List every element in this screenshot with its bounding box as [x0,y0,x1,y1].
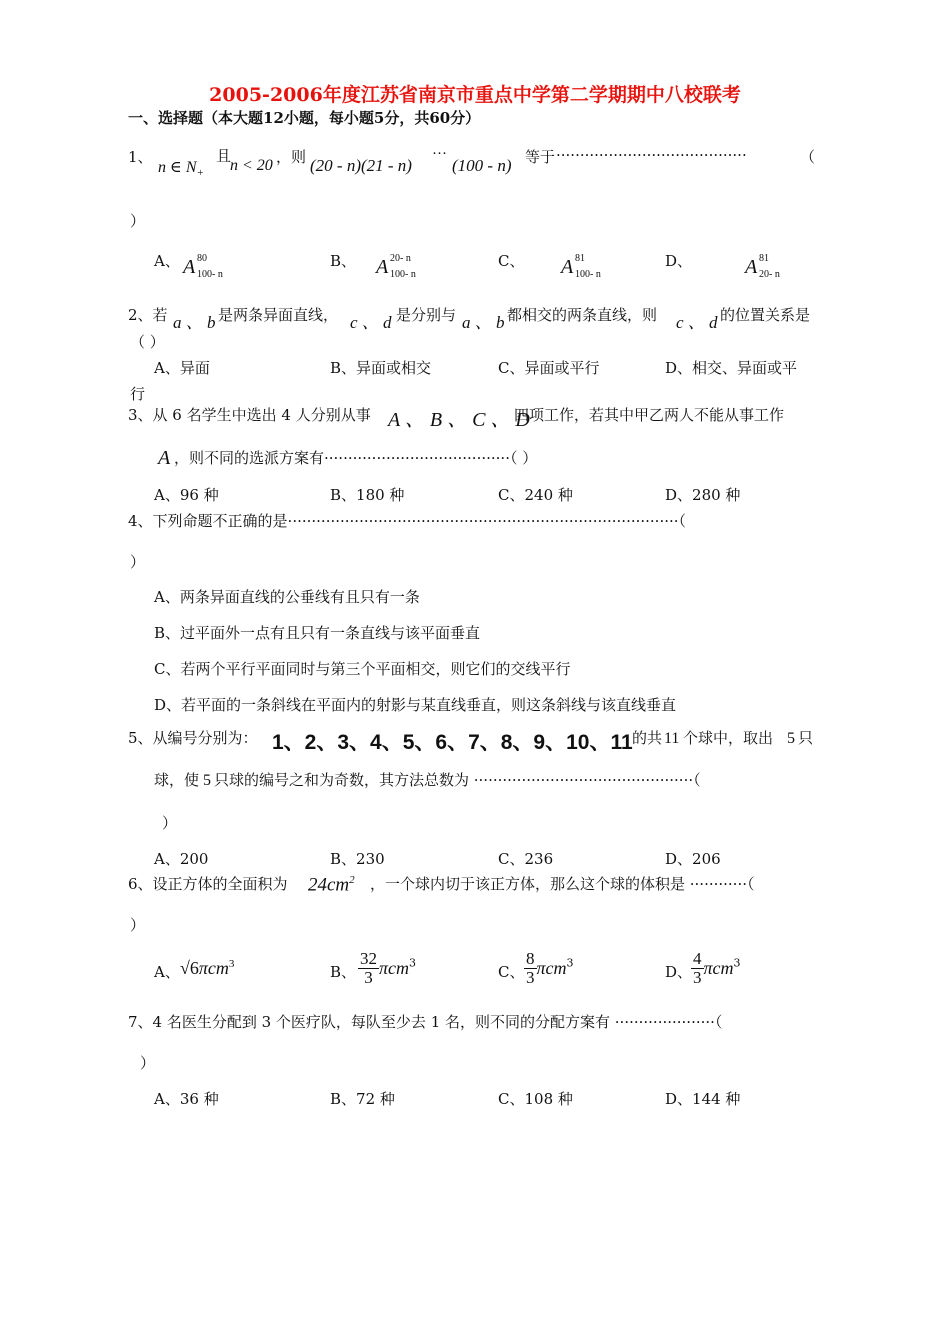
number-5: 5 [787,730,795,747]
option-c-expr: $\frac{8}{3}$ πcm$^3$ [526,949,574,987]
option-d-expr: A 81 20- n [745,253,780,280]
option-a: A、异面 [154,359,210,377]
option-c: C、异面或平行 [498,359,600,377]
question-stem-text: 的共 [632,729,663,747]
option-a-expr: A 80 100- n [183,253,223,280]
option-b: B、过平面外一点有且只有一条直线与该平面垂直 [154,624,481,642]
option-d: D、280 种 [665,486,741,504]
option-a: A、36 种 [154,1090,219,1108]
option-c: C、236 [498,850,554,868]
option-a: A、两条异面直线的公垂线有且只有一条 [154,588,420,606]
number-11: 11 [664,730,680,747]
option-a: A、96 种 [154,486,219,504]
math-vars-ab: a 、 b [462,313,505,332]
answer-paren-close: ） [130,916,146,934]
question-stem: 4、下列命题不正确的是··················································································（ [128,512,687,530]
question-stem-text: 都相交的两条直线，则 [507,306,658,324]
leader-dots: ········································ [556,146,747,164]
option-a-label: A、 [154,963,180,981]
option-b: B、180 种 [330,486,405,504]
option-c-label: C、 [498,252,525,270]
option-b: B、异面或相交 [330,359,432,377]
math-vars-abcd: A 、 B 、 C 、 D [388,409,530,431]
conjunction: 且 [216,147,232,165]
text-equals: 等于 [525,148,556,166]
question-stem-text: 个球中，取出 [683,729,774,747]
option-c: C、108 种 [498,1090,573,1108]
math-expr-n-lt-20: n < 20 [230,157,273,174]
option-b-label: B、 [330,963,357,981]
answer-paren-close: ） [130,212,146,230]
option-d: D、144 种 [665,1090,741,1108]
math-vars-ab: a 、 b [173,313,216,332]
math-ellipsis: ··· [432,146,447,162]
ball-number-sequence: 1、2、3、4、5、6、7、8、9、10、11 [272,731,633,754]
option-a-label: A、 [154,252,180,270]
question-stem-text: 是分别与 [396,306,457,324]
option-a-expr: √6πcm$^3$ [180,958,235,978]
question-stem-text: 球，使 [154,771,200,789]
question-stem-text: 四项工作，若其中甲乙两人不能从事工作 [514,406,785,424]
option-d: D、若平面的一条斜线在平面内的射影与某直线垂直，则这条斜线与该直线垂直 [154,696,677,714]
option-d-wrap: 行 [130,385,146,403]
answer-paren-close: ） [130,553,146,571]
math-vars-cd: c 、 d [350,313,392,332]
section-heading: 一、选择题（本大题12小题，每小题5分，共60分） [128,109,481,127]
question-stem-start: 3、从 6 名学生中选出 4 人分别从事 [128,406,371,424]
option-c-expr: A 81 100- n [561,253,601,280]
question-stem-text: ，一个球内切于该正方体，那么这个球的体积是 ············（ [370,875,755,893]
question-stem-text: ，则不同的选派方案有·······································（ ） [174,449,538,467]
option-b-label: B、 [330,252,357,270]
option-c: C、若两个平行平面同时与第三个平面相交，则它们的交线平行 [154,660,571,678]
question-stem-text: 只球的编号之和为奇数，其方法总数为 ··············································（ [214,771,701,789]
page-title: 2005-2006年度江苏省南京市重点中学第二学期期中八校联考 [209,84,741,106]
math-expr-n-in-N: n ∈ $N_+$ [158,159,204,180]
option-b: B、72 种 [330,1090,395,1108]
answer-paren-close: ） [162,814,178,832]
option-b-expr: $\frac{32}{3}$ πcm$^3$ [360,949,417,987]
option-d-label: D、 [665,963,693,981]
question-stem-start: 6、设正方体的全面积为 [128,875,288,893]
text-then: ，则 [276,148,307,166]
math-expr-product-2: (100 - n) [452,156,512,175]
option-d-expr: $\frac{4}{3}$ πcm$^3$ [693,949,741,987]
question-stem-text: 的位置关系是 [720,306,811,324]
option-b: B、230 [330,850,385,868]
math-vars-cd: c 、 d [676,313,718,332]
question-number: 1、 [128,148,153,166]
option-d: D、206 [665,850,721,868]
option-c: C、240 种 [498,486,573,504]
option-d: D、相交、异面或平 [665,359,798,377]
question-stem-text: 是两条异面直线， [218,306,339,324]
question-stem-start: 5、从编号分别为： [128,729,258,747]
option-d-label: D、 [665,252,693,270]
option-c-label: C、 [498,963,525,981]
number-5: 5 [203,772,211,789]
math-expr-product-1: (20 - n)(21 - n) [310,156,412,175]
answer-paren: （ ） [130,333,165,351]
option-b-expr: A 20- n 100- n [376,253,416,280]
option-a: A、200 [154,850,209,868]
answer-paren-open: （ [800,148,816,166]
question-stem-text: 只 [798,729,814,747]
math-var-a: A [158,447,171,469]
question-stem-start: 2、若 [128,306,168,324]
answer-paren-close: ） [140,1054,156,1072]
question-stem: 7、4 名医生分配到 3 个医疗队，每队至少去 1 名，则不同的分配方案有 ·····················（ [128,1013,723,1031]
math-area: $24cm^2$ [308,874,355,896]
